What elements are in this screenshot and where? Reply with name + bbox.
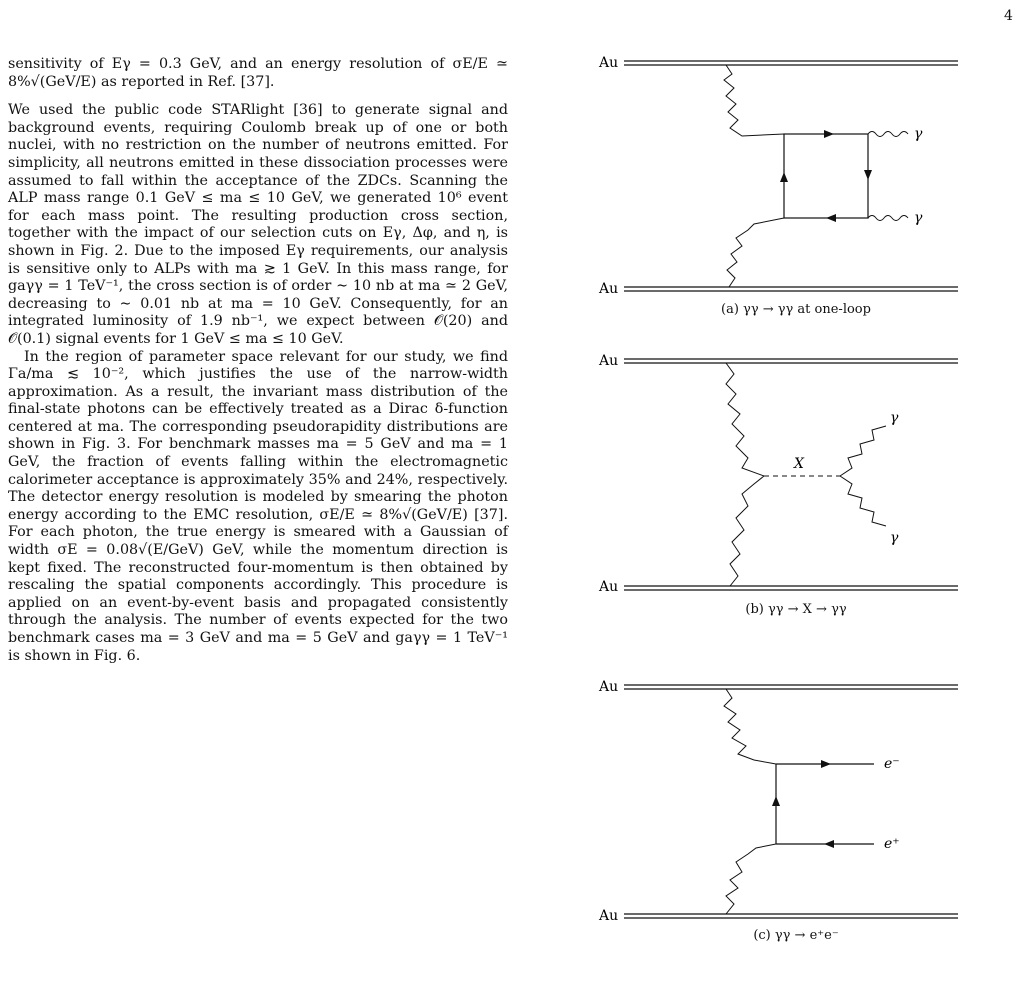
out-photon-top: γ (914, 126, 923, 142)
paragraph-2: We used the public code STARlight [36] to generate signal and background events, requiring Coulomb break up of one or both nuclei, with no restriction on the number of neutrons emitted. For simplicity, all neutrons emitted in these dissociation processes were assumed to fall within the acceptance of the ZDCs. Scanning the ALP mass range 0.1 GeV ≤ ma ≤ 10 GeV, we generated 10⁶ event for each mass point. The resulting production cross section, together with the impact of our selection cuts on Eγ, Δφ, and η, is shown in Fig. 2. Due to the imposed Eγ requirements, our analysis is sensitive only to ALPs with ma ≳ 1 GeV. In this mass range, for gaγγ = 1 TeV⁻¹, the cross section is of order ∼ 10 nb at ma ≃ 2 GeV, decreasing to ∼ 0.01 nb at ma = 10 GeV. Consequently, for an integrated luminosity of 1.9 nb⁻¹, we expect between 𝒪(20) and 𝒪(0.1) signal events for 1 GeV ≤ ma ≤ 10 GeV. (8, 102, 508, 347)
nucleus-top-label: Au (599, 55, 619, 71)
caption-a: (a) γγ → γγ at one-loop (721, 302, 871, 317)
nucleus-top-label: Au (599, 679, 619, 695)
nucleus-bottom-label: Au (599, 579, 619, 595)
nucleus-bottom-label: Au (599, 281, 619, 297)
feynman-diagram-a (596, 52, 996, 300)
out-photon-bottom: γ (914, 210, 923, 226)
text-column (8, 56, 508, 665)
feynman-diagram-c (596, 676, 996, 926)
out-photon-top: γ (890, 410, 899, 426)
fermion-loop (784, 134, 868, 218)
mediator-label: X (794, 456, 804, 472)
page-number: 4 (1004, 8, 1013, 24)
paragraph-1: sensitivity of Eγ = 0.3 GeV, and an energy resolution of σE/E ≃ 8%√(GeV/E) as reported in Ref. [37]. (8, 56, 508, 90)
out-electron: e⁻ (884, 756, 900, 772)
caption-c: (c) γγ → e⁺e⁻ (753, 928, 839, 943)
paragraph-3: In the region of parameter space relevant for our study, we find Γa/ma ≲ 10⁻², which justifies the use of the narrow-width approximation. As a result, the invariant mass distribution of the final-state photons can be effectively treated as a Dirac δ-function centered at ma. The corresponding pseudorapidity distributions are shown in Fig. 3. For benchmark masses ma = 5 GeV and ma = 1 GeV, the fraction of events falling within the electromagnetic calorimeter acceptance is approximately 35% and 24%, respectively. The detector energy resolution is modeled by smearing the photon energy according to the EMC resolution, σE/E ≃ 8%√(GeV/E) [37]. For each photon, the true energy is smeared with a Gaussian of width σE = 0.08√(E/GeV) GeV, while the momentum direction is kept fixed. The reconstructed four-momentum is then obtained by rescaling the spatial components accordingly. This procedure is applied on an event-by-event basis and propagated consistently through the analysis. The number of events expected for the two benchmark cases ma = 3 GeV and ma = 5 GeV and gaγγ = 1 TeV⁻¹ is shown in Fig. 6. (8, 348, 508, 664)
feynman-diagram-b (596, 350, 996, 600)
figure-b (596, 350, 996, 617)
out-positron: e⁺ (884, 836, 900, 852)
figure-a (596, 52, 996, 317)
nucleus-top-label: Au (599, 353, 619, 369)
photon-line-bottom (727, 218, 784, 287)
nucleus-bottom-label: Au (599, 908, 619, 924)
figure-c (596, 676, 996, 943)
photon-line-top (724, 65, 784, 136)
caption-b: (b) γγ → X → γγ (745, 602, 847, 617)
out-photon-bottom: γ (890, 530, 899, 546)
